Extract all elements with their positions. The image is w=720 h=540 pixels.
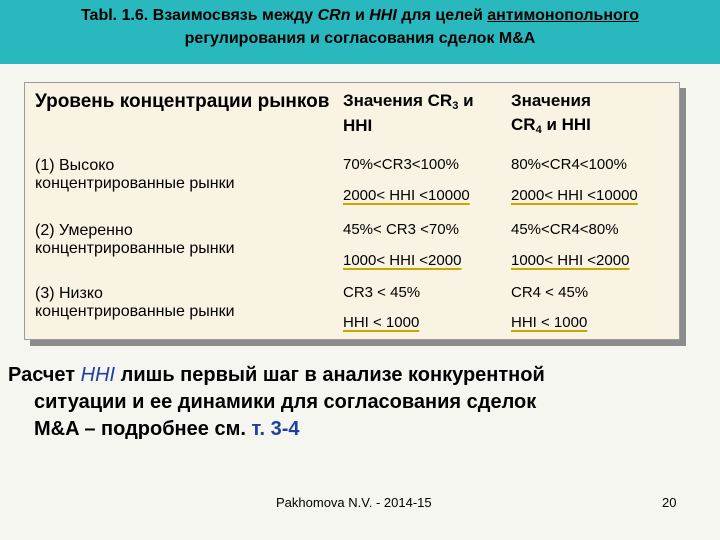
table-row-1-cr3: 70%<CR3<100% bbox=[343, 156, 459, 173]
title-hhi: HHI bbox=[369, 7, 397, 24]
title-band bbox=[0, 0, 720, 64]
table-row-1-hhi4: 2000< HHI <10000 bbox=[511, 187, 638, 204]
title-antimonopoly: антимонопольного bbox=[487, 7, 640, 24]
concentration-table bbox=[24, 82, 680, 340]
footer-author: Pakhomova N.V. - 2014-15 bbox=[276, 495, 432, 510]
table-row-2-label: (2) Умеренно концентрированные рынки bbox=[35, 222, 235, 258]
title-crn: CRn bbox=[317, 7, 351, 24]
note-text: Расчет HHI лишь первый шаг в анализе конкурентной ситуации и ее динамики для согласования сделок M&A – подробнее см. т. 3-4 bbox=[8, 364, 545, 440]
slide-title-line-2: регулирования и согласования сделок M&A bbox=[184, 30, 536, 47]
title-prefix: Tabl. 1.6. bbox=[80, 7, 149, 24]
header-col-cr4: Значения $CR_4$ и HHI bbox=[511, 91, 591, 136]
page-number: 20 bbox=[662, 495, 677, 510]
table-row-3-cr3: CR3 < 45% bbox=[343, 284, 421, 301]
table-row-3-hhi4: HHI < 1000 bbox=[511, 314, 588, 331]
table-row-1-hhi3: 2000< HHI <10000 bbox=[343, 187, 470, 204]
title-part2: для целей bbox=[401, 7, 483, 24]
table-row-2-cr4: 45%<CR4<80% bbox=[511, 221, 619, 238]
table-row-1-cr4: 80%<CR4<100% bbox=[511, 156, 627, 173]
table-row-2-hhi3: 1000< HHI <2000 bbox=[343, 252, 462, 269]
slide-title-line-1 bbox=[0, 7, 720, 25]
header-col-cr3: Значения $CR_3$ и HHI bbox=[343, 91, 474, 136]
table-row-3-cr4: CR4 < 45% bbox=[511, 284, 589, 301]
table-row-2-cr3: 45%< CR3 <70% bbox=[343, 221, 459, 238]
note-ref: т. 3-4 bbox=[251, 418, 300, 440]
title-part1: Взаимосвязь между bbox=[152, 7, 314, 24]
table-row-1-label: (1) Высоко концентрированные рынки bbox=[35, 157, 235, 193]
header-col-level: Уровень концентрации рынков bbox=[35, 91, 330, 112]
note-hhi: HHI bbox=[80, 364, 116, 386]
table-row-2-hhi4: 1000< HHI <2000 bbox=[511, 252, 630, 269]
table-row-3-label: (3) Низко концентрированные рынки bbox=[35, 285, 235, 321]
table-row-3-hhi3: HHI < 1000 bbox=[343, 314, 420, 331]
title-and: и bbox=[354, 7, 365, 24]
